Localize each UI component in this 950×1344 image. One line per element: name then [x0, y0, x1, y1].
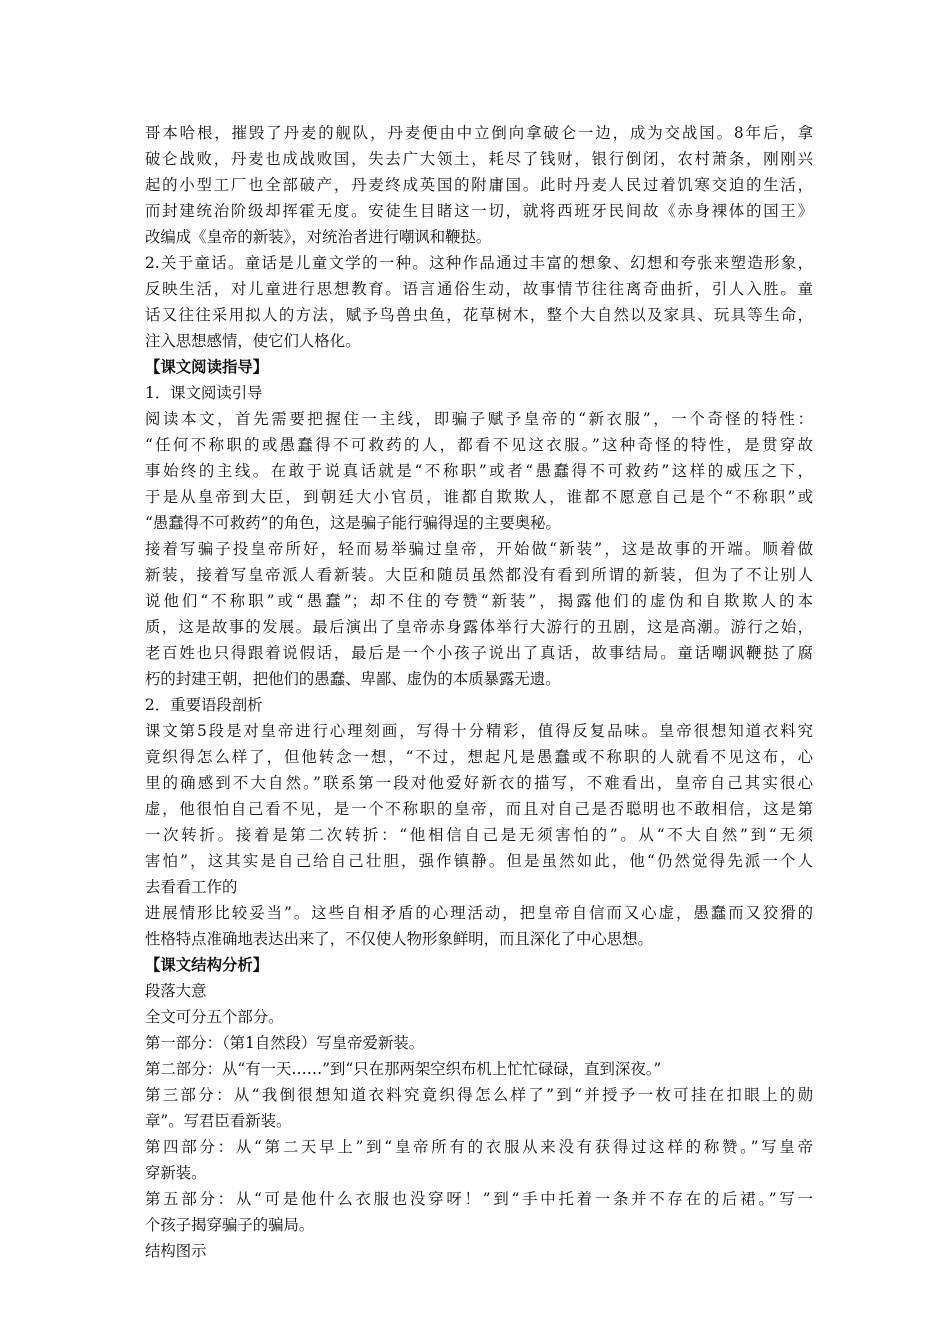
document-page	[145, 120, 813, 1264]
text-line: 穿新装。	[145, 1164, 207, 1182]
text-line: 2.关于童话。童话是儿童文学的一种。这种作品通过丰富的想象、幻想和夸张来塑造形象，	[145, 254, 813, 272]
text-line: 虚，他很怕自己看不见，是一个不称职的皇帝，而且对自己是否聪明也不敢相信，这是第	[145, 800, 813, 818]
section-heading: 【课文阅读指导】	[145, 358, 269, 376]
text-line: 课文第5段是对皇帝进行心理刻画，写得十分精彩，值得反复品味。皇帝很想知道衣料究	[145, 722, 813, 740]
text-line: 阅读本文，首先需要把握住一主线，即骗子赋予皇帝的“新衣服”，一个奇怪的特性：	[145, 410, 813, 428]
text-line: 第三部分：从“我倒很想知道衣料究竟织得怎么样了”到“并授予一枚可挂在扣眼上的勋	[145, 1086, 813, 1104]
text-line: 性格特点准确地表达出来了，不仅使人物形象鲜明，而且深化了中心思想。	[145, 930, 653, 948]
text-line: 改编成《皇帝的新装》，对统治者进行嘲讽和鞭挞。	[145, 228, 492, 246]
text-line: 哥本哈根，摧毁了丹麦的舰队，丹麦便由中立倒向拿破仑一边，成为交战国。8年后，拿	[145, 124, 813, 142]
text-line: 第四部分：从“第二天早上”到“皇帝所有的衣服从来没有获得过这样的称赞。”写皇帝	[145, 1138, 813, 1156]
text-line: 2．重要语段剖析	[145, 696, 263, 714]
text-line: 进展情形比较妥当”。这些自相矛盾的心理活动，把皇帝自信而又心虚，愚蠢而又狡猾的	[145, 904, 813, 922]
text-line: 反映生活，对儿童进行思想教育。语言通俗生动，故事情节往往离奇曲折，引人入胜。童	[145, 280, 813, 298]
section-heading: 【课文结构分析】	[145, 956, 269, 974]
text-line: 章”。写君臣看新装。	[145, 1112, 292, 1130]
text-line: 结构图示	[145, 1242, 207, 1260]
text-line: 全文可分五个部分。	[145, 1008, 284, 1026]
text-line: 1．课文阅读引导	[145, 384, 263, 402]
text-line: “愚蠢得不可救药”的角色，这是骗子能行骗得逞的主要奥秘。	[145, 514, 561, 532]
text-line: 破仑战败，丹麦也成战败国，失去广大领土，耗尽了钱财，银行倒闭，农村萧条，刚刚兴	[145, 150, 813, 168]
text-line: 事始终的主线。在敢于说真话就是“不称职”或者“愚蠢得不可救药”这样的威压之下，	[145, 462, 813, 480]
text-line: 第一部分：（第1自然段）写皇帝爱新装。	[145, 1034, 425, 1052]
text-line: 质，这是故事的发展。最后演出了皇帝赤身露体举行大游行的丑剧，这是高潮。游行之始，	[145, 618, 813, 636]
text-line: 新装，接着写皇帝派人看新装。大臣和随员虽然都没有看到所谓的新装，但为了不让别人	[145, 566, 813, 584]
text-line: 朽的封建王朝，把他们的愚蠢、卑鄙、虚伪的本质暴露无遗。	[145, 670, 561, 688]
text-line: 说他们“不称职”或“愚蠢”；却不住的夸赞“新装”，揭露他们的虚伪和自欺欺人的本	[145, 592, 813, 610]
text-line: 去看看工作的	[145, 878, 238, 896]
text-line: 接着写骗子投皇帝所好，轻而易举骗过皇帝，开始做“新装”，这是故事的开端。顺着做	[145, 540, 813, 558]
text-line: 个孩子揭穿骗子的骗局。	[145, 1216, 315, 1234]
text-line: 注入思想感情，使它们人格化。	[145, 332, 361, 350]
text-line: 老百姓也只得跟着说假话，最后是一个小孩子说出了真话，故事结局。童话嘲讽鞭挞了腐	[145, 644, 813, 662]
text-line: 于是从皇帝到大臣，到朝廷大小官员，谁都自欺欺人，谁都不愿意自己是个“不称职”或	[145, 488, 813, 506]
text-line: 竟织得怎么样了，但他转念一想，“不过，想起凡是愚蠢或不称职的人就看不见这布，心	[145, 748, 813, 766]
text-line: 话又往往采用拟人的方法，赋予鸟兽虫鱼，花草树木，整个大自然以及家具、玩具等生命，	[145, 306, 813, 324]
text-line: 一次转折。接着是第二次转折：“他相信自己是无须害怕的”。从“不大自然”到“无须	[145, 826, 813, 844]
text-line: 第五部分：从“可是他什么衣服也没穿呀！”到“手中托着一条并不存在的后裙。”写一	[145, 1190, 813, 1208]
text-line: “任何不称职的或愚蠢得不可救药的人，都看不见这衣服。”这种奇怪的特性，是贯穿故	[145, 436, 813, 454]
text-line: 而封建统治阶级却挥霍无度。安徒生目睹这一切，就将西班牙民间故《赤身裸体的国王》	[145, 202, 813, 220]
text-line: 第二部分：从“有一天……”到“只在那两架空织布机上忙忙碌碌，直到深夜。”	[145, 1060, 662, 1078]
text-line: 里的确感到不大自然。”联系第一段对他爱好新衣的描写，不难看出，皇帝自己其实很心	[145, 774, 813, 792]
text-line: 害怕”，这其实是自己给自己壮胆，强作镇静。但是虽然如此，他“仍然觉得先派一个人	[145, 852, 813, 870]
text-line: 起的小型工厂也全部破产，丹麦终成英国的附庸国。此时丹麦人民过着饥寒交迫的生活，	[145, 176, 813, 194]
text-line: 段落大意	[145, 982, 207, 1000]
